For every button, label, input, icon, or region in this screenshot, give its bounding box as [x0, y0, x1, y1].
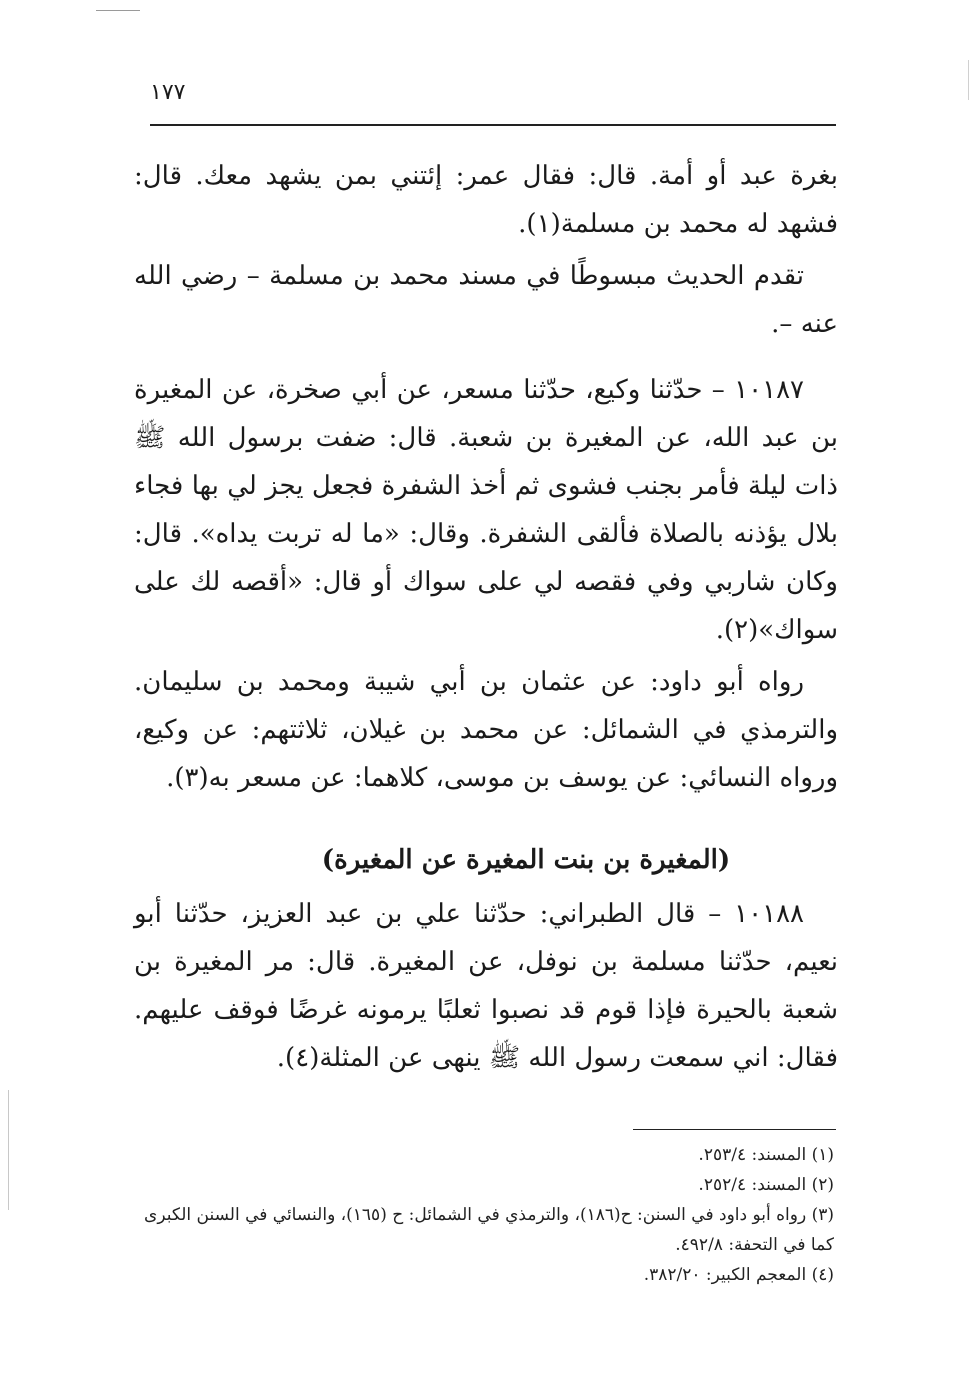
page-body — [134, 152, 838, 1082]
scan-edge-mark — [8, 1090, 9, 1210]
paragraph-note: تقدم الحديث مبسوطًا في مسند محمد بن مسلمة – رضي الله عنه –. — [134, 261, 838, 339]
scan-edge-mark — [96, 10, 140, 11]
footnote-rule — [633, 1129, 836, 1130]
footnote-2: (٢) المسند: ٢٥٢/٤. — [698, 1175, 834, 1195]
header-rule — [150, 124, 836, 126]
hadith-10187: ١٠١٨٧ – حدّثنا وكيع، حدّثنا مسعر، عن أبي صخرة، عن المغيرة بن عبد الله، عن المغيرة بن شعبة. قال: ضفت برسول الله ﷺ ذات ليلة فأمر بجنب فشوى ثم أخذ الشفرة فجعل يجز لي بها فجاء بلال يؤذنه بالصلاة فألقى الشفرة. وقال: «ما له تربت يداه». قال: وكان شاربي وفي فقصه لي على سواك أو قال: «أقصه لك على سواك»(٢). — [134, 375, 838, 645]
scan-edge-mark — [968, 60, 969, 100]
footnote-4: (٤) المعجم الكبير: ٣٨٢/٢٠. — [643, 1265, 834, 1285]
footnote-1: (١) المسند: ٢٥٣/٤. — [698, 1145, 834, 1165]
paragraph-continuation: بغرة عبد أو أمة. قال: فقال عمر: إئتني بمن يشهد معك. قال: فشهد له محمد بن مسلمة(١). — [134, 161, 838, 239]
section-heading: (المغيرة بن بنت المغيرة عن المغيرة) — [321, 845, 731, 875]
page-number: ١٧٧ — [150, 80, 186, 105]
hadith-10188: ١٠١٨٨ – قال الطبراني: حدّثنا علي بن عبد العزيز، حدّثنا أبو نعيم، حدّثنا مسلمة بن نوفل، عن المغيرة. قال: مر المغيرة بن شعبة بالحيرة فإذا قوم قد نصبوا ثعلبًا يرمونه غرضًا فوقف عليهم. فقال: اني سمعت رسول الله ﷺ ينهى عن المثلة(٤). — [134, 899, 838, 1073]
hadith-10187-takhrij: رواه أبو داود: عن عثمان بن أبي شيبة ومحمد بن سليمان. والترمذي في الشمائل: عن محمد بن غيلان، ثلاثتهم: عن وكيع، ورواه النسائي: عن يوسف بن موسى، كلاهما: عن مسعر به(٣). — [134, 667, 838, 793]
footnote-3: (٣) رواه أبو داود في السنن: ح(١٨٦)، والترمذي في الشمائل: ح (١٦٥)، والنسائي في السنن الكبرى كما في التحفة: ٤٩٢/٨. — [144, 1205, 834, 1255]
footnotes — [134, 1140, 834, 1290]
